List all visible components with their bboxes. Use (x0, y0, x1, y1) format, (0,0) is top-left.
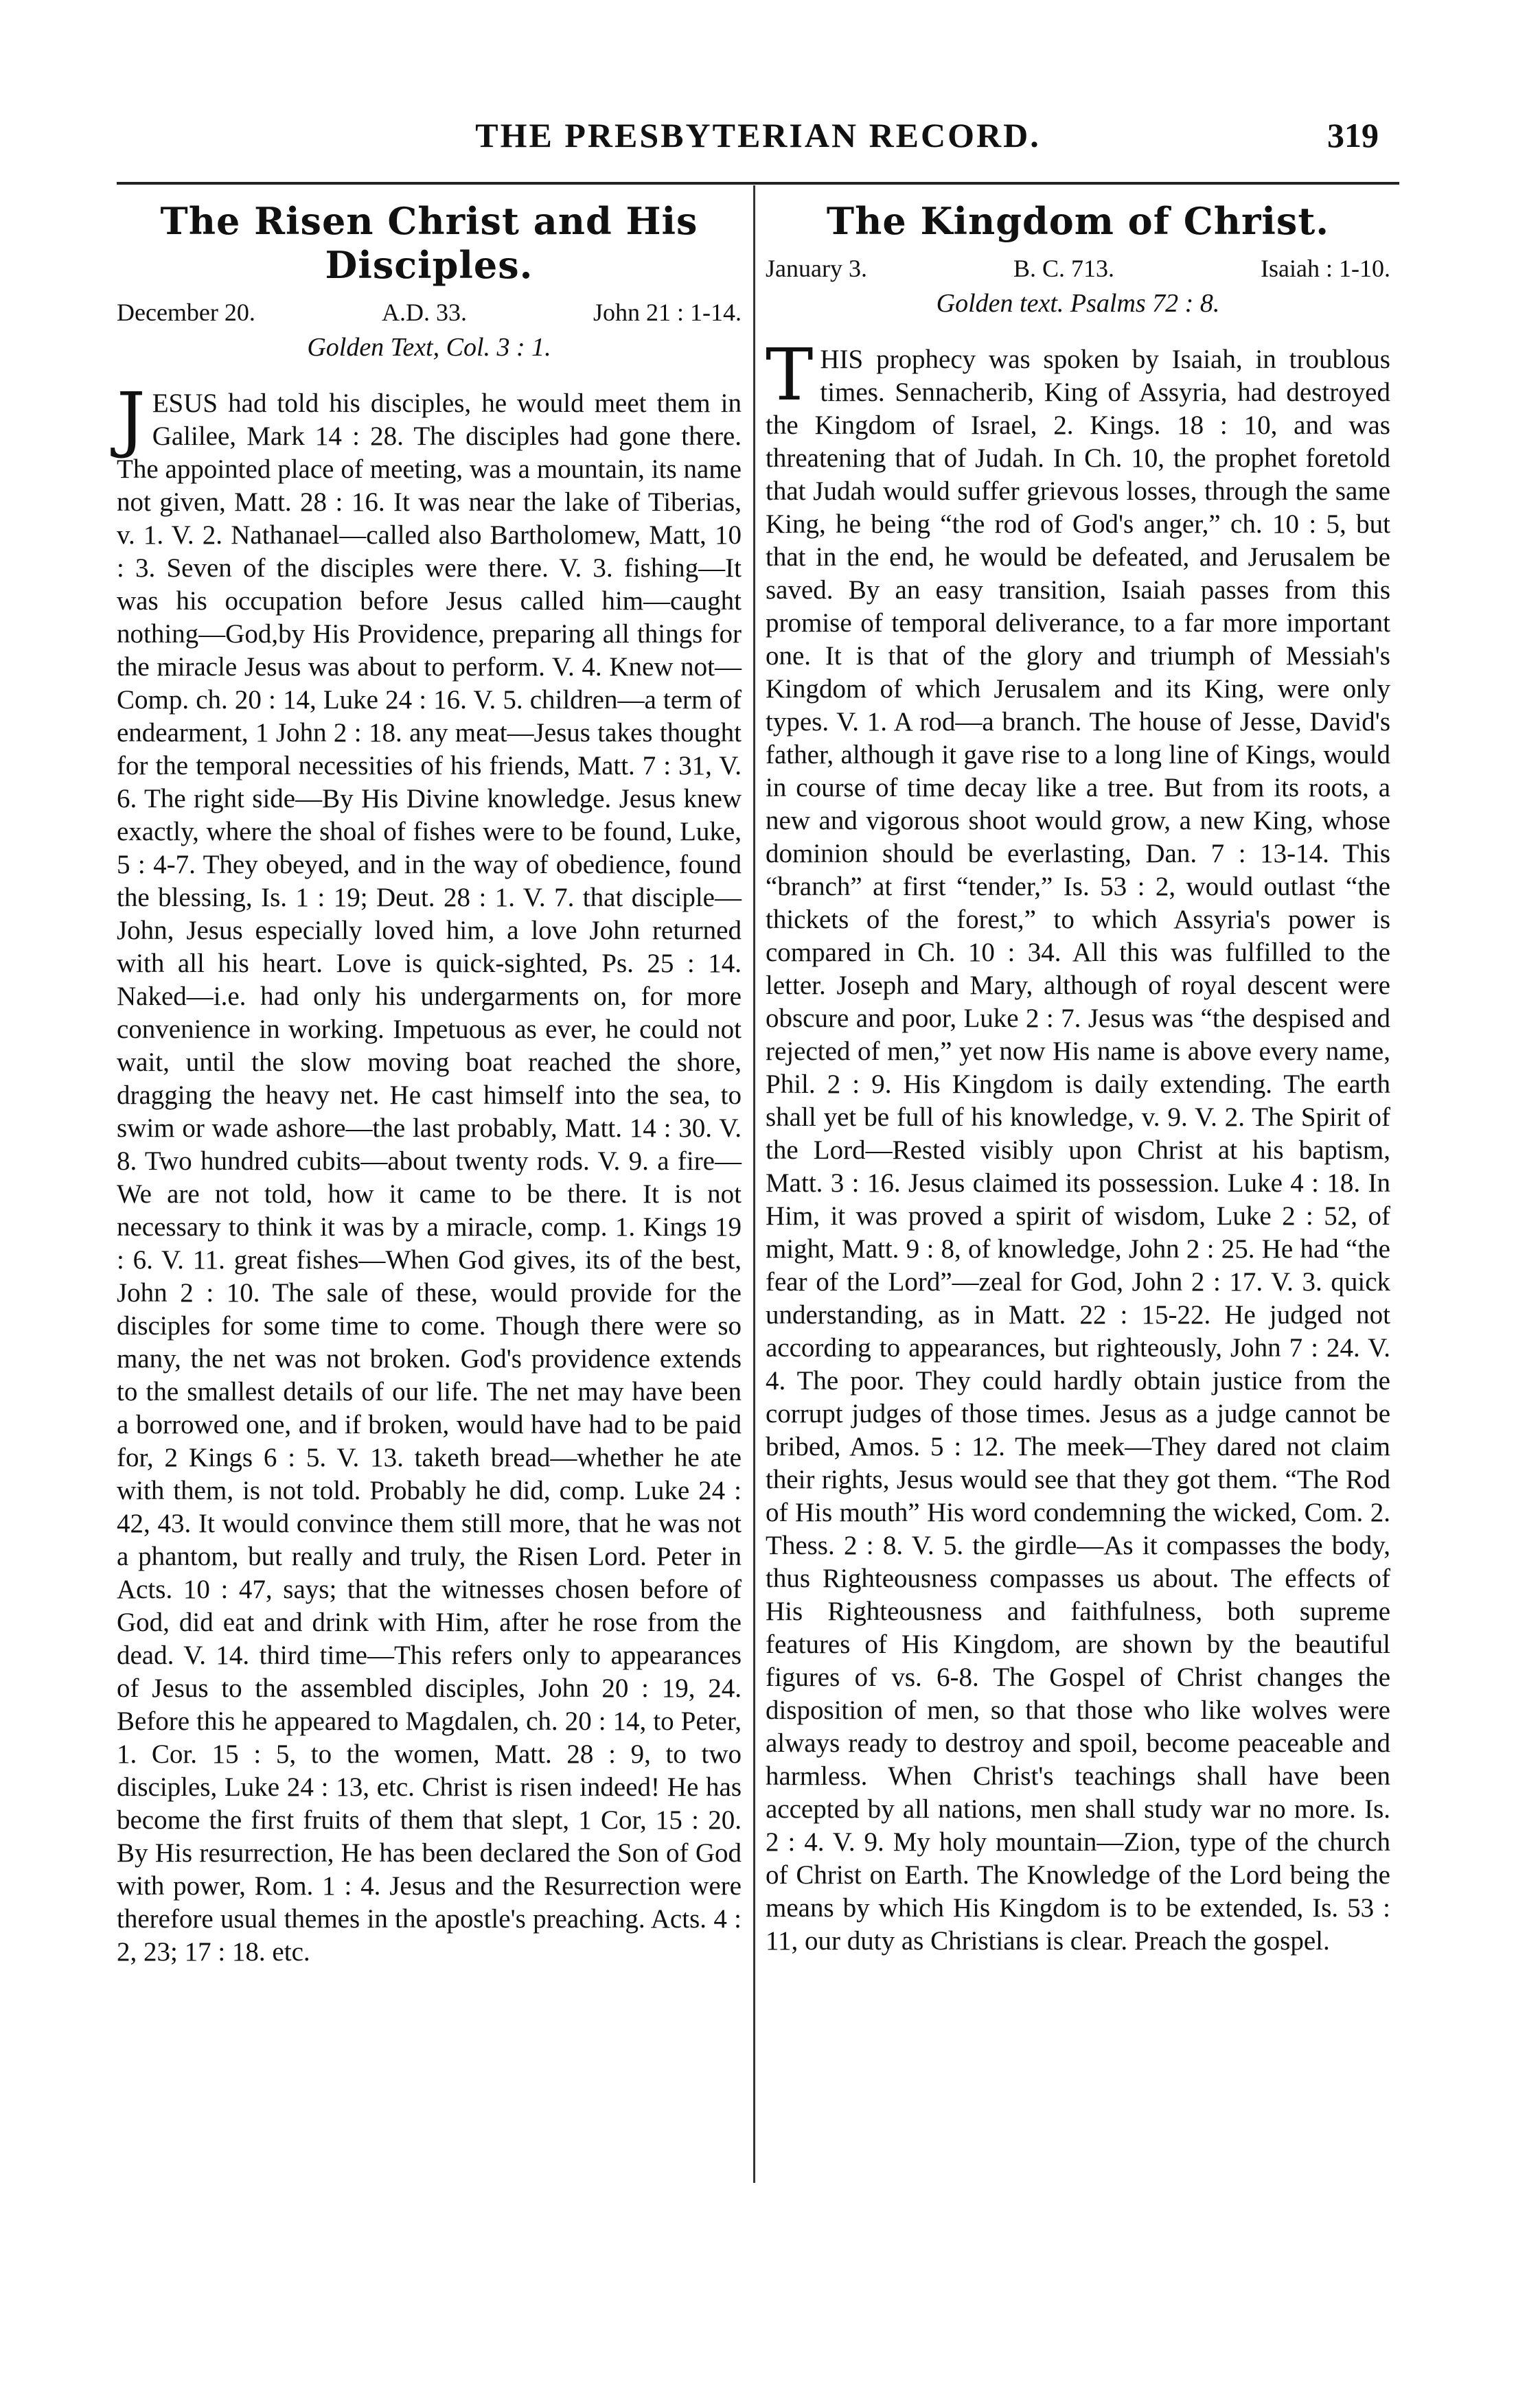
lesson-meta (117, 298, 742, 327)
lesson-year: A.D. 33. (381, 299, 467, 326)
right-column-lesson (766, 199, 1390, 1958)
lesson-year: B. C. 713. (1013, 255, 1115, 282)
header-rule (117, 182, 1399, 185)
drop-cap: T (766, 333, 814, 417)
lesson-body (766, 333, 1390, 1958)
lesson-body-text: HIS prophecy was spoken by Isaiah, in troublous times. Sennacherib, King of Assyria, had destroyed the Kingdom of Israel, 2. Kings. 18 : 10, and was threatening that of Judah. In Ch. 10, the prophet foretold that Judah would suffer grievous losses, through the same King, he being “the rod of God's anger,” ch. 10 : 5, but that in the end, he would be defeated, and Jerusalem be saved. By an easy transition, Isaiah passes from this promise of temporal deliverance, to a far more important one. It is that of the glory and triumph of Messiah's Kingdom of which Jerusalem and its King, were only types. V. 1. A rod—a branch. The house of Jesse, David's father, although it gave rise to a long line of Kings, would in course of time decay like a tree. But from its roots, a new and vigorous shoot would grow, a new King, whose dominion should be everlasting, Dan. 7 : 13-14. This “branch” at first “tender,” Is. 53 : 2, would outlast “the thickets of the forest,” to which Assyria's power is compared in Ch. 10 : 34. All this was fulfilled to the letter. Joseph and Mary, although of royal descent were obscure and poor, Luke 2 : 7. Jesus was “the despised and rejected of men,” yet now His name is above every name, Phil. 2 : 9. His Kingdom is daily extending. The earth shall yet be full of his knowledge, v. 9. V. 2. The Spirit of the Lord—Rested visibly upon Christ at his baptism, Matt. 3 : 16. Jesus claimed its possession. Luke 4 : 18. In Him, it was proved a spirit of wisdom, Luke 2 : 52, of might, Matt. 9 : 8, of knowledge, John 2 : 25. He had “the fear of the Lord”—zeal for God, John 2 : 17. V. 3. quick understanding, as in Matt. 22 : 15-22. He judged not according to appearances, but righteously, John 7 : 24. V. 4. The poor. They could hardly obtain justice from the corrupt judges of those times. Jesus as a judge cannot be bribed, Amos. 5 : 12. The meek—They dared not claim their rights, Jesus would see that they got them. “The Rod of His mouth” His word condemning the wicked, Com. 2. Thess. 2 : 8. V. 5. the girdle—As it compasses the body, thus Righteousness compasses us about. The effects of His Righteousness and faithfulness, both supreme features of His Kingdom, are shown by the beautiful figures of vs. 6-8. The Gospel of Christ changes the disposition of men, so that those who like wolves were always ready to destroy and spoil, become peaceable and harmless. When Christ's teachings shall have been accepted by all nations, men shall study war no more. Is. 2 : 4. V. 9. My holy mountain—Zion, type of the church of Christ on Earth. The Knowledge of the Lord being the means by which His Kingdom is to be extended, Is. 53 : 11, our duty as Christians is clear. Preach the gospel. (766, 345, 1390, 1956)
lesson-reference: John 21 : 1-14. (593, 299, 742, 326)
lesson-date: January 3. (766, 255, 867, 282)
drop-cap: J (117, 377, 146, 461)
running-title: THE PRESBYTERIAN RECORD. (475, 116, 1041, 154)
column-divider (753, 185, 755, 2183)
golden-text: Golden text. Psalms 72 : 8. (936, 289, 1220, 318)
lesson-title: The Risen Christ and His Disciples. (160, 199, 698, 287)
lesson-reference: Isaiah : 1-10. (1261, 255, 1390, 282)
lesson-date: December 20. (117, 299, 255, 326)
left-column-lesson (117, 199, 742, 1969)
golden-text: Golden Text, Col. 3 : 1. (307, 333, 551, 362)
lesson-body-text: ESUS had told his disciples, he would meet them in Galilee, Mark 14 : 28. The disciples had gone there. The appointed place of meeting, was a mountain, its name not given, Matt. 28 : 16. It was near the lake of Tiberias, v. 1. V. 2. Nathanael—called also Bartholomew, Matt, 10 : 3. Seven of the disciples were there. V. 3. fishing—It was his occupation before Jesus called him—caught nothing—God,by His Providence, preparing all things for the miracle Jesus was about to perform. V. 4. Knew not—Comp. ch. 20 : 14, Luke 24 : 16. V. 5. children—a term of endearment, 1 John 2 : 18. any meat—Jesus takes thought for the temporal necessities of his friends, Matt. 7 : 31, V. 6. The right side—By His Divine knowledge. Jesus knew exactly, where the shoal of fishes were to be found, Luke, 5 : 4-7. They obeyed, and in the way of obedience, found the blessing, Is. 1 : 19; Deut. 28 : 1. V. 7. that disciple—John, Jesus especially loved him, a love John returned with all his heart. Love is quick-sighted, Ps. 25 : 14. Naked—i.e. had only his undergarments on, for more convenience in working. Impetuous as ever, he could not wait, until the slow moving boat reached the shore, dragging the heavy net. He cast himself into the sea, to swim or wade ashore—the last probably, Matt. 14 : 30. V. 8. Two hundred cubits—about twenty rods. V. 9. a fire—We are not told, how it came to be there. It is not necessary to think it was by a miracle, comp. 1. Kings 19 : 6. V. 11. great fishes—When God gives, its of the best, John 2 : 10. The sale of these, would provide for the disciples for some time to come. Though there were so many, the net was not broken. God's providence extends to the smallest details of our life. The net may have been a borrowed one, and if broken, would have had to be paid for, 2 Kings 6 : 5. V. 13. taketh bread—whether he ate with them, is not told. Probably he did, comp. Luke 24 : 42, 43. It would convince them still more, that he was not a phantom, but really and truly, the Risen Lord. Peter in Acts. 10 : 47, says; that the witnesses chosen before of God, did eat and drink with Him, after he rose from the dead. V. 14. third time—This refers only to appearances of Jesus to the assembled disciples, John 20 : 19, 24. Before this he appeared to Magdalen, ch. 20 : 14, to Peter, 1. Cor. 15 : 5, to the women, Matt. 28 : 9, to two disciples, Luke 24 : 13, etc. Christ is risen indeed! He has become the first fruits of them that slept, 1 Cor, 15 : 20. By His resurrection, He has been declared the Son of God with power, Rom. 1 : 4. Jesus and the Resurrection were therefore usual themes in the apostle's preaching. Acts. 4 : 2, 23; 17 : 18. etc. (117, 389, 742, 1967)
lesson-meta (766, 254, 1390, 283)
running-head (69, 103, 1447, 165)
lesson-body (117, 377, 742, 1969)
lesson-title: The Kingdom of Christ. (826, 199, 1330, 243)
page-number: 319 (1327, 116, 1379, 154)
